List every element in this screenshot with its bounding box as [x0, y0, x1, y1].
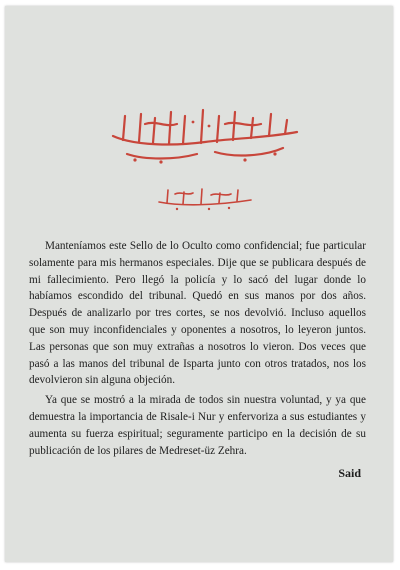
paragraph-2: Ya que se mostró a la mirada de todos sin nuestra voluntad, y ya que demuestra la importancia de Risale-i Nur y enfervoriza a sus estudiantes y aumenta su fuerza espiritual; seguramente participo en la decisión de su publicación de los pilares de Medreset-üz Zehra.	[29, 394, 366, 457]
body-text	[29, 238, 366, 459]
document-page	[5, 6, 393, 562]
subtitle-calligraphy	[153, 184, 257, 212]
signature: Said	[338, 466, 361, 480]
basmala-calligraphy	[105, 102, 305, 168]
paragraph-1: Manteníamos este Sello de lo Oculto como confidencial; fue particular solamente para mis hermanos especiales. Dije que se publicara después de mi fallecimiento. Pero llegó la policía y lo sacó del lugar donde lo habíamos escondido del tribunal. Quedó en sus manos por dos años. Después de analizarlo por tres cortes, se nos devolvió. Incluso aquellos que son muy inconfidenciales y oponentes a nosotros, lo leyeron juntos. Las personas que son muy extrañas a nosotros lo vieron. Dos veces que pasó a las manos del tribunal de Isparta junto con otros tratados, nos los devolvieron sin alguna objeción.	[29, 240, 366, 387]
